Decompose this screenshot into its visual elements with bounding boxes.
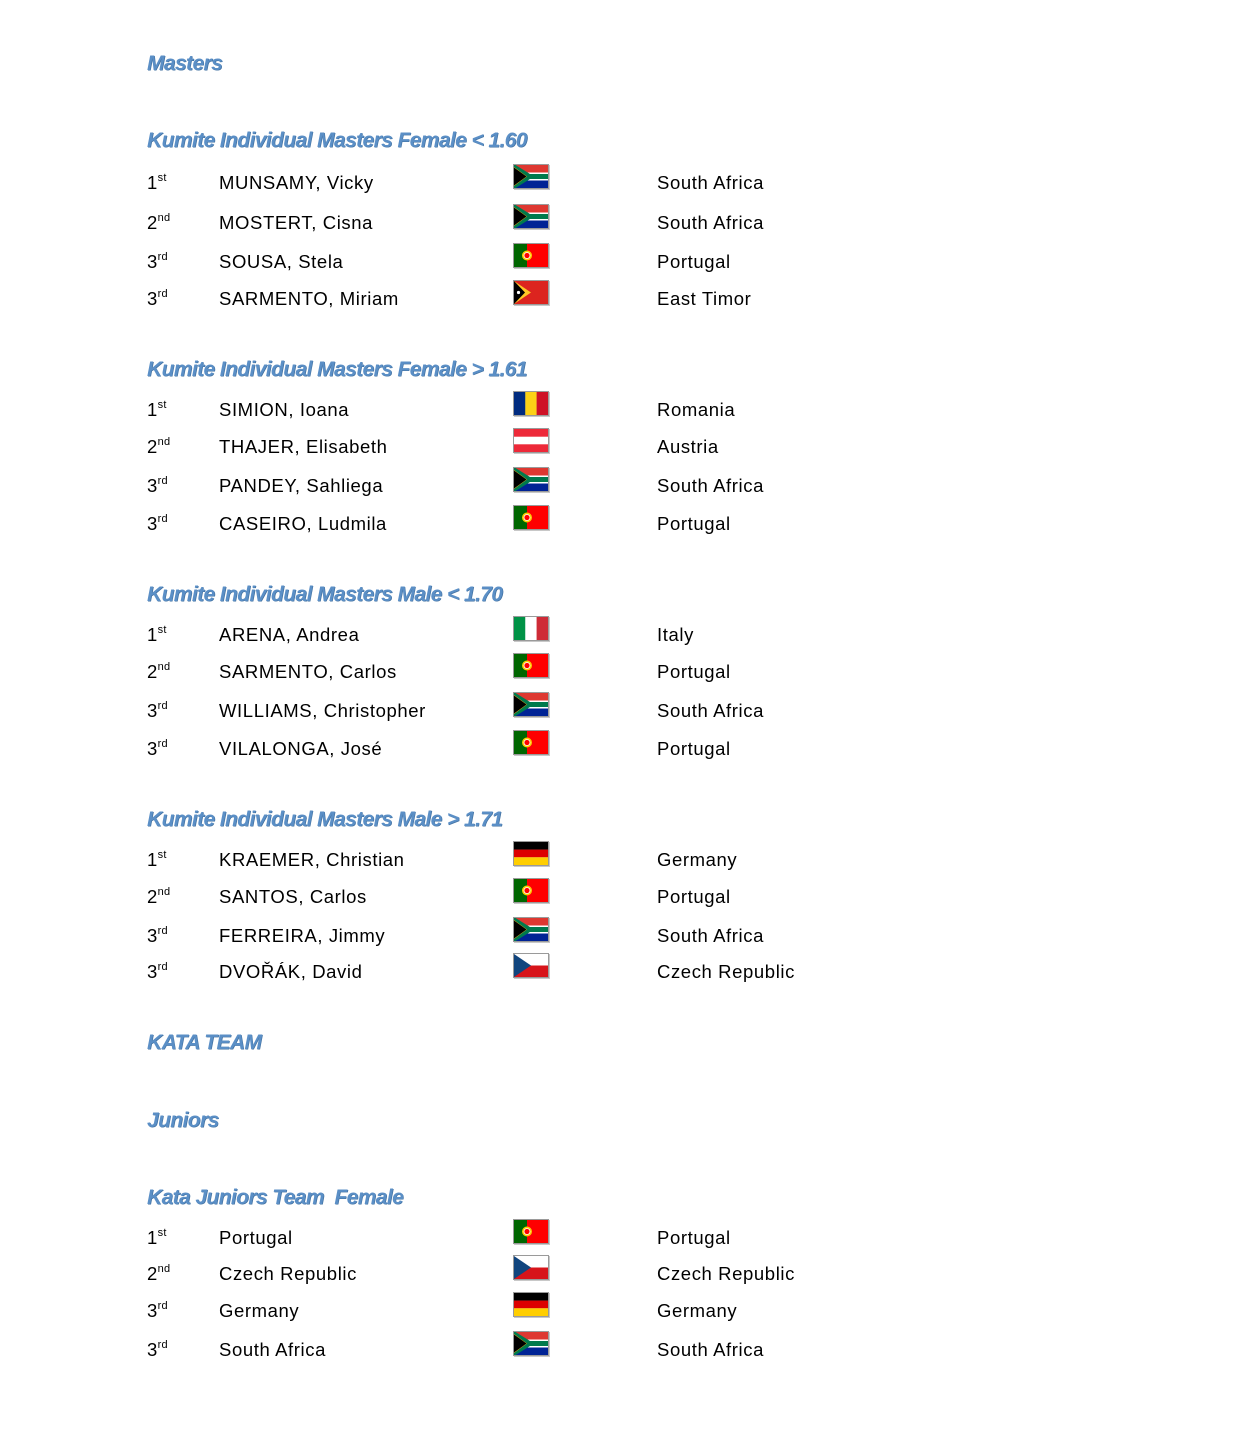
placing: 1st [147,1226,167,1248]
section-heading-kata-team: KATA TEAM [147,1031,262,1054]
result-row [0,1331,1241,1367]
section-heading-kumite-female-under-160: Kumite Individual Masters Female < 1.60 [147,129,527,152]
athlete-name: MOSTERT, Cisna [219,212,374,233]
team-name: Czech Republic [219,1263,357,1284]
result-row [0,953,1241,989]
czech-republic-flag-icon [513,953,549,978]
athlete-name: ARENA, Andrea [219,624,360,645]
placing: 1st [147,398,167,420]
country-name: Czech Republic [657,1263,795,1284]
south-africa-flag-icon [513,692,549,717]
country-name: South Africa [657,925,764,946]
section-heading-kumite-female-over-161: Kumite Individual Masters Female > 1.61 [147,358,527,381]
portugal-flag-icon [513,1219,549,1244]
team-name: Portugal [219,1227,293,1248]
romania-flag-icon [513,391,549,416]
country-name: Germany [657,1300,738,1321]
athlete-name: KRAEMER, Christian [219,849,405,870]
country-name: Portugal [657,251,731,272]
south-africa-flag-icon [513,467,549,492]
athlete-name: MUNSAMY, Vicky [219,172,374,193]
placing: 3rd [147,1338,168,1360]
portugal-flag-icon [513,878,549,903]
country-name: East Timor [657,288,752,309]
country-name: South Africa [657,475,764,496]
country-name: South Africa [657,1339,764,1360]
team-name: Germany [219,1300,300,1321]
athlete-name: SANTOS, Carlos [219,886,367,907]
south-africa-flag-icon [513,204,549,229]
placing: 1st [147,848,167,870]
austria-flag-icon [513,428,549,453]
country-name: Portugal [657,1227,731,1248]
athlete-name: SARMENTO, Carlos [219,661,397,682]
placing: 3rd [147,699,168,721]
result-row [0,1292,1241,1328]
result-row [0,467,1241,503]
portugal-flag-icon [513,653,549,678]
result-row [0,164,1241,200]
country-name: Portugal [657,661,731,682]
placing: 3rd [147,512,168,534]
placing: 1st [147,171,167,193]
athlete-name: SARMENTO, Miriam [219,288,399,309]
country-name: South Africa [657,212,764,233]
placing: 3rd [147,250,168,272]
result-row [0,204,1241,240]
placing: 3rd [147,960,168,982]
athlete-name: VILALONGA, José [219,738,383,759]
section-heading-masters: Masters [147,52,223,75]
section-heading-kata-juniors-team-female: Kata Juniors Team Female [147,1186,404,1209]
placing: 2nd [147,1262,171,1284]
athlete-name: THAJER, Elisabeth [219,436,388,457]
team-name: South Africa [219,1339,326,1360]
result-row [0,730,1241,766]
section-heading-kumite-male-under-170: Kumite Individual Masters Male < 1.70 [147,583,503,606]
south-africa-flag-icon [513,1331,549,1356]
placing: 2nd [147,435,171,457]
portugal-flag-icon [513,243,549,268]
placing: 3rd [147,737,168,759]
result-row [0,878,1241,914]
country-name: Portugal [657,738,731,759]
country-name: Germany [657,849,738,870]
portugal-flag-icon [513,505,549,530]
section-heading-kumite-male-over-171: Kumite Individual Masters Male > 1.71 [147,808,503,831]
athlete-name: FERREIRA, Jimmy [219,925,386,946]
south-africa-flag-icon [513,164,549,189]
result-row [0,653,1241,689]
placing: 3rd [147,474,168,496]
athlete-name: CASEIRO, Ludmila [219,513,387,534]
east-timor-flag-icon [513,280,549,305]
result-row [0,692,1241,728]
country-name: South Africa [657,172,764,193]
placing: 2nd [147,660,171,682]
country-name: Austria [657,436,719,457]
athlete-name: SOUSA, Stela [219,251,344,272]
result-row [0,1219,1241,1255]
germany-flag-icon [513,1292,549,1317]
placing: 2nd [147,211,171,233]
country-name: Portugal [657,513,731,534]
result-row [0,391,1241,427]
country-name: Czech Republic [657,961,795,982]
result-row [0,841,1241,877]
placing: 3rd [147,287,168,309]
section-heading-juniors: Juniors [147,1109,219,1132]
south-africa-flag-icon [513,917,549,942]
placing: 3rd [147,1299,168,1321]
country-name: Italy [657,624,694,645]
result-row [0,428,1241,464]
result-row [0,1255,1241,1291]
germany-flag-icon [513,841,549,866]
result-row [0,917,1241,953]
result-row [0,505,1241,541]
athlete-name: WILLIAMS, Christopher [219,700,426,721]
portugal-flag-icon [513,730,549,755]
italy-flag-icon [513,616,549,641]
country-name: South Africa [657,700,764,721]
athlete-name: PANDEY, Sahliega [219,475,384,496]
placing: 2nd [147,885,171,907]
result-row [0,243,1241,279]
athlete-name: DVOŘÁK, David [219,961,363,982]
country-name: Portugal [657,886,731,907]
country-name: Romania [657,399,736,420]
czech-republic-flag-icon [513,1255,549,1280]
athlete-name: SIMION, Ioana [219,399,350,420]
result-row [0,616,1241,652]
result-row [0,280,1241,316]
placing: 3rd [147,924,168,946]
placing: 1st [147,623,167,645]
